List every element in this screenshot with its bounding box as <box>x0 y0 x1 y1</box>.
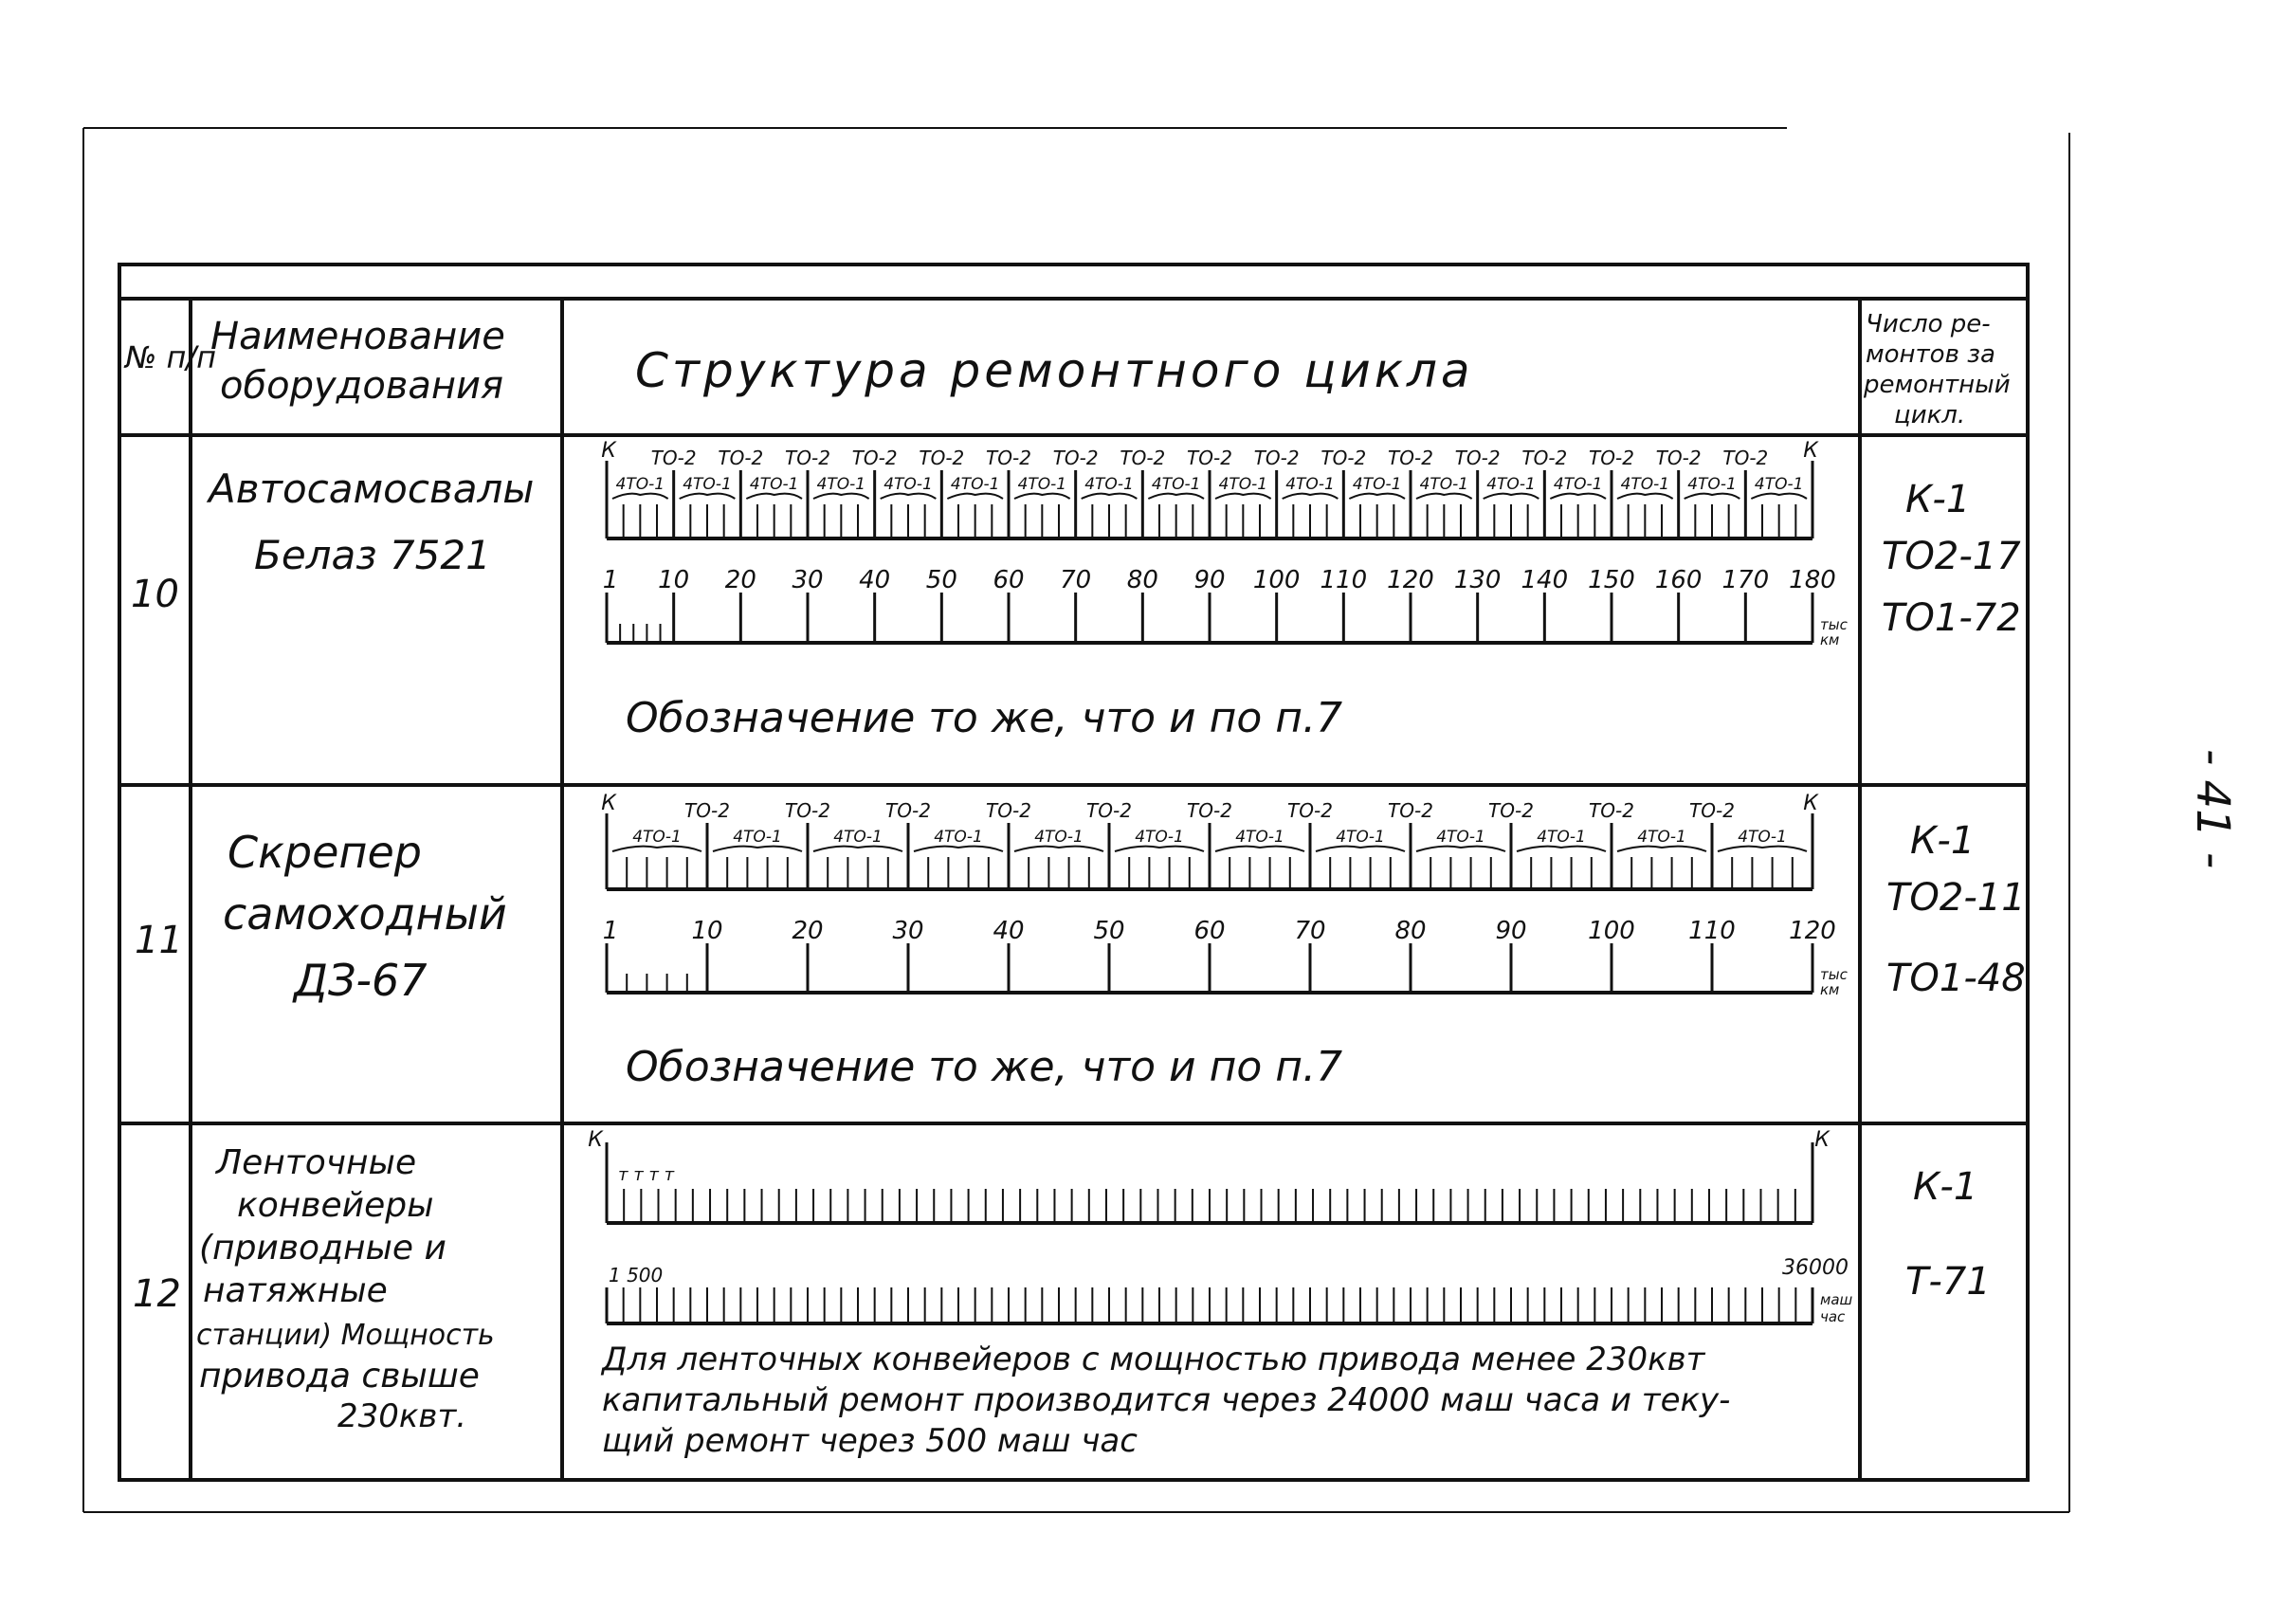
hours-scale <box>607 1256 1853 1325</box>
repair-cycle-diagram <box>601 792 1819 889</box>
scale-unit-line1: маш <box>1820 1291 1853 1308</box>
to1-group-label: 4ТО-1 <box>632 828 682 847</box>
to1-group-label: 4ТО-1 <box>1537 828 1586 847</box>
cycle-note-line1: Обозначение то же, что и по п.7 <box>626 694 1343 742</box>
to2-label: ТО-2 <box>919 447 965 469</box>
to1-group-brace <box>1014 847 1103 851</box>
to2-label: ТО-2 <box>1488 799 1534 822</box>
scale-label: 50 <box>1093 917 1125 945</box>
scale-unit-line2: час <box>1820 1308 1846 1325</box>
equipment-name-line5: станции) Мощность <box>196 1319 495 1352</box>
to1-group-brace <box>1082 494 1138 499</box>
to1-group-brace <box>1148 494 1204 499</box>
scale-label: 60 <box>1193 917 1226 945</box>
to1-group-label: 4ТО-1 <box>1637 828 1686 847</box>
count-capital: К-1 <box>1905 478 1971 521</box>
to2-label: ТО-2 <box>851 447 898 469</box>
to1-group-brace <box>1617 494 1673 499</box>
count-to1: ТО1-72 <box>1882 596 2021 640</box>
to2-label: ТО-2 <box>1689 799 1735 822</box>
to2-label: ТО-2 <box>1454 447 1501 469</box>
scale-label: 40 <box>993 917 1025 945</box>
scale-label: 70 <box>1294 917 1326 945</box>
equipment-name-line1: Автосамосвалы <box>209 465 535 512</box>
row-number: 12 <box>133 1272 181 1316</box>
capital-repair-label: К <box>1803 792 1818 815</box>
to1-group-brace <box>813 847 902 851</box>
scale-label: 36000 <box>1782 1256 1849 1280</box>
count-to1: ТО1-48 <box>1886 957 2026 1000</box>
header-name-line2: оборудования <box>220 364 504 408</box>
to1-group-label: 4ТО-1 <box>1436 828 1485 847</box>
to1-group-brace <box>1316 847 1405 851</box>
scale-label: 30 <box>892 917 924 945</box>
to1-group-label: 4ТО-1 <box>833 828 883 847</box>
count-current: Т-71 <box>1905 1260 1991 1304</box>
to1-group-brace <box>1550 494 1606 499</box>
repair-cycle-diagram <box>601 439 1819 538</box>
capital-repair-label: К <box>601 439 616 463</box>
equipment-name-line2: Белаз 7521 <box>254 532 491 578</box>
to2-label: ТО-2 <box>986 447 1031 469</box>
scale-label: 120 <box>1789 917 1836 945</box>
scale-unit-line1: тыс <box>1820 616 1848 633</box>
scale-label: 170 <box>1721 566 1770 594</box>
to1-group-brace <box>1416 494 1472 499</box>
scale-label: 20 <box>724 566 756 594</box>
to2-label: ТО-2 <box>718 447 764 469</box>
to2-label: ТО-2 <box>650 447 697 469</box>
equipment-name-line7: 230квт. <box>337 1397 467 1435</box>
to2-label: ТО-2 <box>1187 447 1232 469</box>
mileage-scale <box>603 566 1849 648</box>
equipment-name-line3: ДЗ-67 <box>294 955 428 1006</box>
to1-group-label: 4ТО-1 <box>1352 475 1402 494</box>
repair-cycle-diagram <box>588 1128 1831 1223</box>
to1-group-label: 4ТО-1 <box>683 475 732 494</box>
scale-label: 160 <box>1654 566 1703 594</box>
to2-label: ТО-2 <box>684 799 730 822</box>
scale-label: 30 <box>792 566 824 594</box>
to1-group-brace <box>1349 494 1405 499</box>
to2-label: ТО-2 <box>1253 447 1300 469</box>
count-capital: К-1 <box>1913 1165 1978 1209</box>
header-count-line2: монтов за <box>1866 340 1995 369</box>
to2-label: ТО-2 <box>1388 447 1433 469</box>
row-number: 10 <box>131 573 179 616</box>
to1-group-label: 4ТО-1 <box>1135 828 1184 847</box>
scale-unit-line2: км <box>1820 631 1840 648</box>
to1-group-brace <box>1718 847 1807 851</box>
cycle-note-line3: щий ремонт через 500 маш час <box>602 1422 1138 1460</box>
cycle-note-line1: Обозначение то же, что и по п.7 <box>626 1043 1343 1091</box>
to2-label: ТО-2 <box>1388 799 1433 822</box>
to2-label: ТО-2 <box>1321 447 1367 469</box>
row-10 <box>131 439 2021 742</box>
header-count-line3: ремонтный <box>1864 371 2011 399</box>
to1-group-label: 4ТО-1 <box>1218 475 1268 494</box>
scale-label: 60 <box>993 566 1025 594</box>
scale-label: 100 <box>1588 917 1635 945</box>
to2-label: ТО-2 <box>986 799 1031 822</box>
to1-group-label: 4ТО-1 <box>615 475 665 494</box>
count-capital: К-1 <box>1910 819 1976 863</box>
to1-group-brace <box>914 847 1003 851</box>
equipment-name-line1: Ленточные <box>216 1143 417 1182</box>
cycle-note-line2: капитальный ремонт производится через 24000 маш часа и теку- <box>602 1381 1731 1419</box>
scale-label: 130 <box>1453 566 1502 594</box>
to1-group-label: 4ТО-1 <box>1738 828 1787 847</box>
to1-group-brace <box>680 494 736 499</box>
to1-group-brace <box>1215 847 1304 851</box>
to1-group-brace <box>1416 847 1505 851</box>
scale-label: 80 <box>1394 917 1427 945</box>
to1-group-brace <box>1283 494 1339 499</box>
header-count-line1: Число ре- <box>1866 310 1991 338</box>
scale-label: 110 <box>1688 917 1736 945</box>
to1-group-label: 4ТО-1 <box>1553 475 1603 494</box>
count-to2: ТО2-17 <box>1882 535 2021 578</box>
to1-group-label: 4ТО-1 <box>1754 475 1804 494</box>
to2-label: ТО-2 <box>1521 447 1568 469</box>
scale-label: 1 500 <box>609 1264 664 1286</box>
capital-repair-label: К <box>601 792 616 815</box>
scale-label: 20 <box>792 917 824 945</box>
to1-group-label: 4ТО-1 <box>1017 475 1067 494</box>
equipment-name-line4: натяжные <box>203 1271 388 1310</box>
to1-group-brace <box>1215 494 1271 499</box>
scale-label: 1 <box>602 917 619 945</box>
to2-label: ТО-2 <box>1187 799 1232 822</box>
scale-label: 140 <box>1521 566 1569 594</box>
to1-group-label: 4ТО-1 <box>749 475 799 494</box>
scale-label: 150 <box>1588 566 1635 594</box>
to1-group-label: 4ТО-1 <box>883 475 933 494</box>
equipment-name-line2: самоходный <box>223 888 507 940</box>
page-number: - 41 - <box>2186 749 2239 869</box>
scale-label: 80 <box>1126 566 1158 594</box>
to2-label: ТО-2 <box>1655 447 1702 469</box>
to2-label: ТО-2 <box>1722 447 1769 469</box>
to1-group-label: 4ТО-1 <box>1419 475 1469 494</box>
current-repair-labels: т т т т <box>618 1165 675 1185</box>
to2-label: ТО-2 <box>1120 447 1166 469</box>
to1-group-brace <box>1484 494 1539 499</box>
to1-group-brace <box>746 494 802 499</box>
to2-label: ТО-2 <box>785 799 830 822</box>
cycle-note-line1: Для ленточных конвейеров с мощностью привода менее 230квт <box>602 1341 1705 1378</box>
capital-repair-label: К <box>588 1128 603 1152</box>
row-12 <box>133 1128 1991 1460</box>
to1-group-brace <box>1014 494 1070 499</box>
equipment-name-line3: (приводные и <box>199 1229 446 1268</box>
scale-label: 40 <box>859 566 891 594</box>
to1-group-label: 4ТО-1 <box>1084 475 1134 494</box>
equipment-name-line2: конвейеры <box>237 1186 434 1225</box>
scale-label: 90 <box>1495 917 1527 945</box>
to2-label: ТО-2 <box>1589 447 1634 469</box>
scale-label: 180 <box>1789 566 1836 594</box>
scale-unit-line2: км <box>1820 981 1840 998</box>
header-structure: Структура ремонтного цикла <box>635 343 1474 398</box>
to2-label: ТО-2 <box>1287 799 1333 822</box>
to1-group-brace <box>947 494 1003 499</box>
to1-group-brace <box>713 847 802 851</box>
to1-group-label: 4ТО-1 <box>1034 828 1084 847</box>
to1-group-label: 4ТО-1 <box>1235 828 1284 847</box>
equipment-name-line6: привода свыше <box>199 1357 480 1396</box>
count-to2: ТО2-11 <box>1886 876 2026 920</box>
to1-group-label: 4ТО-1 <box>1687 475 1737 494</box>
to2-label: ТО-2 <box>785 447 830 469</box>
scale-label: 70 <box>1060 566 1092 594</box>
mileage-scale <box>603 917 1849 998</box>
capital-repair-label: К <box>1803 439 1818 463</box>
to2-label: ТО-2 <box>1052 447 1099 469</box>
to1-group-label: 4ТО-1 <box>1285 475 1335 494</box>
to1-group-label: 4ТО-1 <box>733 828 782 847</box>
scale-label: 100 <box>1252 566 1301 594</box>
scale-label: 50 <box>925 566 957 594</box>
to2-label: ТО-2 <box>1086 799 1132 822</box>
header-num: № п/п <box>125 339 217 375</box>
equipment-name-line1: Скрепер <box>228 827 422 878</box>
scale-label: 110 <box>1320 566 1368 594</box>
to1-group-brace <box>1115 847 1204 851</box>
to1-group-label: 4ТО-1 <box>1151 475 1201 494</box>
to1-group-label: 4ТО-1 <box>934 828 983 847</box>
to1-group-brace <box>813 494 869 499</box>
to1-group-brace <box>612 847 701 851</box>
scale-label: 1 <box>602 566 619 594</box>
row-11 <box>135 792 2026 1091</box>
header-name-line1: Наименование <box>210 315 505 358</box>
to1-group-label: 4ТО-1 <box>1620 475 1670 494</box>
to1-group-brace <box>881 494 937 499</box>
to1-group-brace <box>612 494 668 499</box>
to1-group-label: 4ТО-1 <box>950 475 1000 494</box>
table-header <box>123 310 2011 429</box>
scale-label: 90 <box>1193 566 1226 594</box>
to1-group-brace <box>1685 494 1740 499</box>
scale-label: 120 <box>1387 566 1434 594</box>
scale-unit-line1: тыс <box>1820 966 1848 983</box>
header-count-line4: цикл. <box>1894 401 1966 429</box>
to1-group-brace <box>1617 847 1706 851</box>
scale-label: 10 <box>691 917 723 945</box>
to1-group-label: 4ТО-1 <box>1336 828 1385 847</box>
to2-label: ТО-2 <box>1589 799 1634 822</box>
to1-group-label: 4ТО-1 <box>816 475 866 494</box>
to1-group-label: 4ТО-1 <box>1486 475 1536 494</box>
scale-label: 10 <box>658 566 690 594</box>
row-number: 11 <box>135 919 183 962</box>
to2-label: ТО-2 <box>885 799 931 822</box>
to1-group-brace <box>1751 494 1807 499</box>
to1-group-brace <box>1517 847 1606 851</box>
capital-repair-label: К <box>1814 1128 1830 1152</box>
